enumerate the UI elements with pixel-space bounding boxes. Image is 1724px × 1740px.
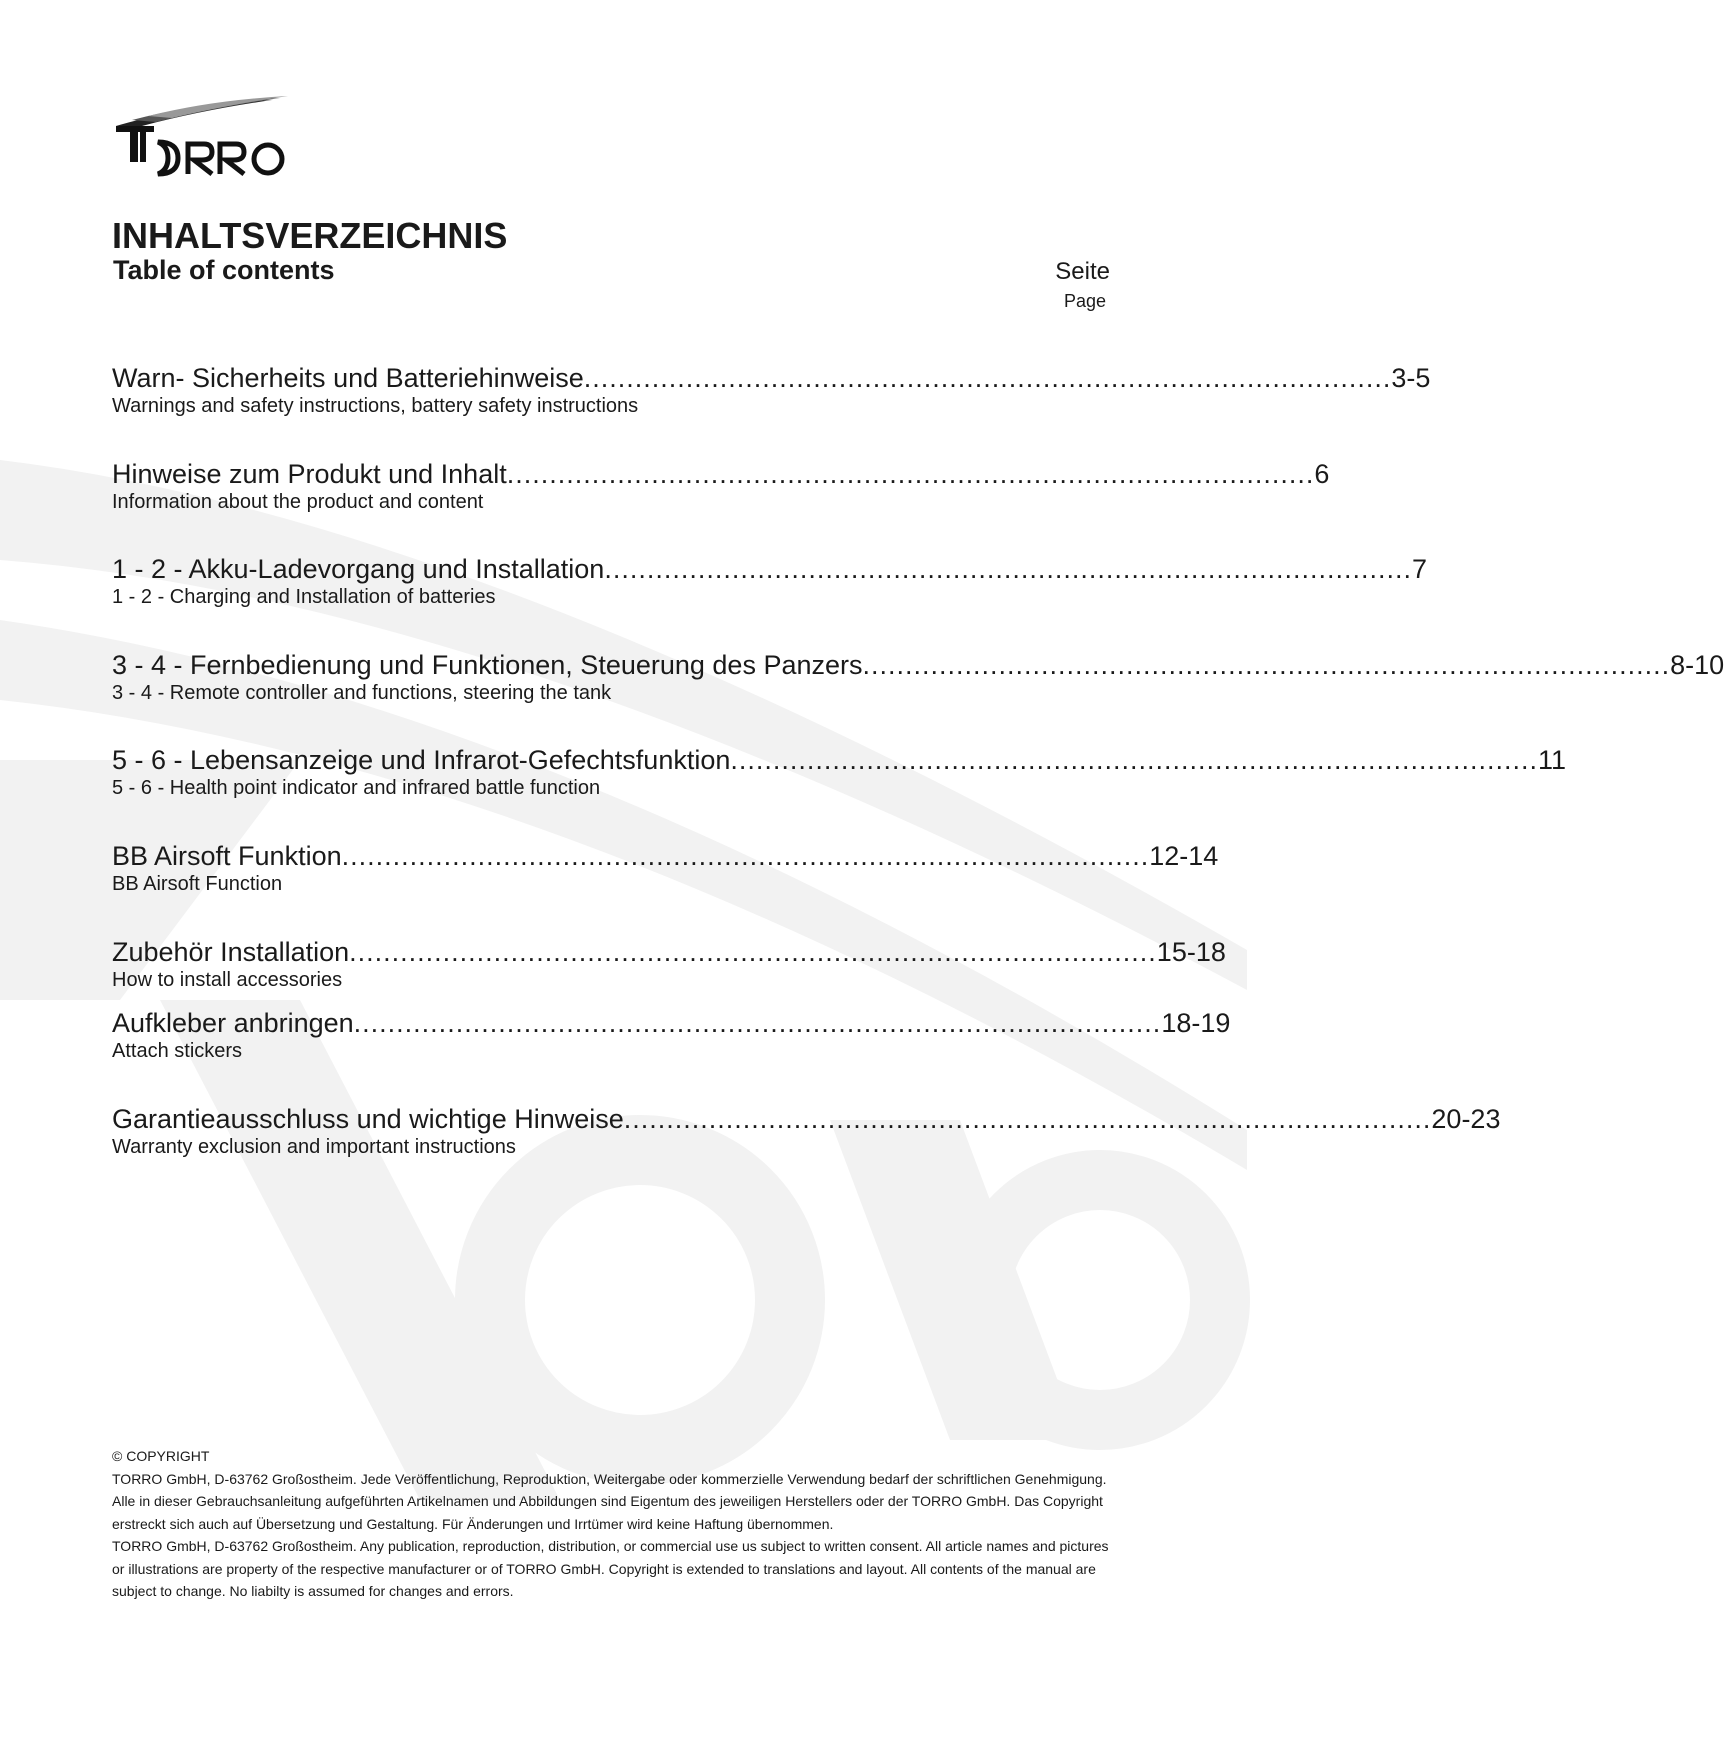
logo-text [154,138,294,178]
toc-subtitle: Attach stickers [112,1040,243,1062]
toc-leader: ............................................................................................... [506,459,1315,489]
page-column-label-en: Page [1063,291,1106,311]
page-column-label-de: Seite [1055,258,1110,285]
toc-leader: ............................................................................................... [341,841,1150,871]
toc-leader: ............................................................................................... [353,1008,1162,1038]
toc-entry[interactable] [112,1007,1231,1067]
toc-leader: ............................................................................................... [623,1104,1432,1134]
toc-page-number: 7 [1411,554,1427,584]
toc-leader: ............................................................................................... [862,650,1671,680]
toc-entry[interactable] [112,1103,1501,1163]
copyright-text-english: TORRO GmbH, D-63762 Großostheim. Any publication, reproduction, distribution, or commercial use us subject to written consent. All article names and pictures or illustrations are property of the respective manufacturer or of TORRO GmbH. Copyright is extended to translations and layout. All contents of the manual are subject to change. No liabilty is assumed for changes and errors. [112,1538,1109,1599]
toc-title: 1 - 2 - Akku-Ladevorgang und Installation [112,554,605,584]
toc-subtitle: How to install accessories [112,969,343,991]
toc-entry[interactable] [112,458,1330,518]
toc-page-number: 18-19 [1161,1008,1231,1038]
toc-subtitle: Warranty exclusion and important instructions [112,1136,516,1158]
torro-logo [112,96,302,176]
toc-entry[interactable] [112,840,1219,900]
toc-entry[interactable] [112,649,1724,709]
toc-leader: ............................................................................................... [604,554,1412,584]
toc-subtitle: Warnings and safety instructions, battery safety instructions [112,395,639,417]
toc-entry[interactable] [112,553,1427,613]
toc-entry[interactable] [112,362,1431,422]
toc-page-number: 20-23 [1431,1104,1501,1134]
toc-leader: ............................................................................................... [583,363,1392,393]
toc-page-number: 15-18 [1156,937,1226,967]
toc-title: 3 - 4 - Fernbedienung und Funktionen, Steuerung des Panzers [112,650,863,680]
toc-title: BB Airsoft Funktion [112,841,342,871]
toc-entry[interactable] [112,936,1226,996]
toc-page-number: 12-14 [1149,841,1219,871]
toc-title: Garantieausschluss und wichtige Hinweise [112,1104,624,1134]
toc-subtitle: BB Airsoft Function [112,873,283,895]
copyright-text-german: TORRO GmbH, D-63762 Großostheim. Jede Veröffentlichung, Reproduktion, Weitergabe oder kommerzielle Verwendung bedarf der schriftlichen Genehmigung. Alle in dieser Gebrauchsanleitung aufgeführten Artikelnamen und Abbildungen sind Eigentum des jeweiligen Herstellers oder der TORRO GmbH. Das Copyright erstreckt sich auch auf Übersetzung und Gestaltung. Für Änderungen und Irrtümer wird keine Haftung übernommen. [112,1470,1107,1532]
toc-subtitle: 5 - 6 - Health point indicator and infrared battle function [112,777,601,799]
toc-subtitle: 3 - 4 - Remote controller and functions, steering the tank [112,682,612,704]
toc-subtitle: Information about the product and content [112,491,484,513]
toc-leader: ............................................................................................... [730,745,1539,775]
toc-page-number: 3-5 [1391,363,1431,393]
toc-title: Zubehör Installation [112,937,350,967]
copyright-notice [112,1445,1112,1603]
toc-title: Warn- Sicherheits und Batteriehinweise [112,363,584,393]
title-english: Table of contents [113,255,335,285]
toc-page-number: 8-10 [1670,650,1724,680]
toc-subtitle: 1 - 2 - Charging and Installation of batteries [112,586,496,608]
toc-entry[interactable] [112,744,1567,804]
title-german: INHALTSVERZEICHNIS [112,215,508,256]
toc-title: Hinweise zum Produkt und Inhalt [112,459,507,489]
copyright-heading: © COPYRIGHT [112,1448,210,1464]
toc-page-number: 11 [1538,745,1567,775]
toc-title: 5 - 6 - Lebensanzeige und Infrarot-Gefechtsfunktion [112,745,731,775]
toc-leader: ............................................................................................... [349,937,1157,967]
toc-page-number: 6 [1314,459,1330,489]
toc-title: Aufkleber anbringen [112,1008,354,1038]
